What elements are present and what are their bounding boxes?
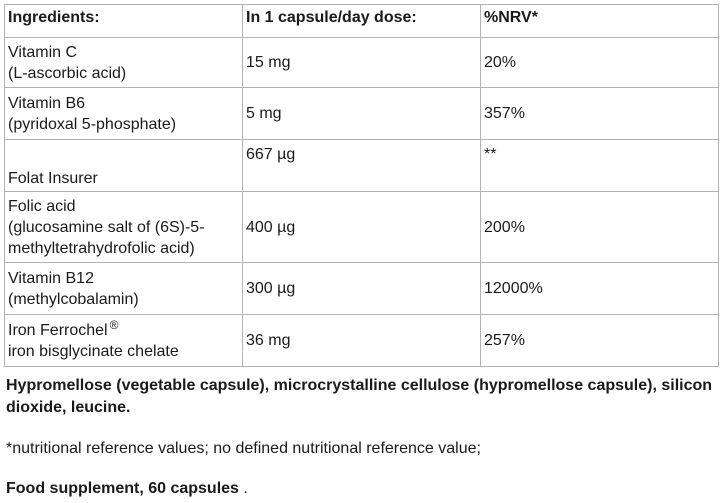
ingredient-cell: [5, 140, 243, 192]
nrv-value: **: [484, 146, 497, 163]
product-suffix: .: [238, 480, 248, 497]
ingredient-cell: [5, 38, 243, 88]
ingredients-table: [4, 4, 719, 367]
nrv-cell: 200%: [481, 192, 719, 263]
nrv-cell: [481, 140, 719, 192]
table-row-folic-acid: [5, 192, 719, 263]
dose-cell: 400 µg: [243, 192, 481, 263]
nrv-cell: 12000%: [481, 263, 719, 315]
ingredient-cell: [5, 263, 243, 315]
header-ingredients: Ingredients:: [5, 5, 243, 38]
table-row-vitamin-b6: [5, 88, 719, 140]
table-header-row: [5, 5, 719, 38]
ingredient-cell: [5, 88, 243, 140]
dose-cell: [243, 140, 481, 192]
header-nrv: %NRV*: [481, 5, 719, 38]
ingredient-name: Vitamin C: [8, 43, 78, 61]
ingredient-name: Vitamin B6: [8, 94, 86, 112]
registered-mark: ®: [109, 317, 119, 332]
header-dose: In 1 capsule/day dose:: [243, 5, 481, 38]
ingredient-name: Vitamin B12: [8, 269, 94, 287]
ingredient-name: Folat Insurer: [8, 170, 98, 187]
ingredient-name-line: [8, 317, 242, 341]
ingredient-detail: (glucosamine salt of (6S)-5-: [8, 218, 205, 236]
nrv-cell: 357%: [481, 88, 719, 140]
dose-cell: 300 µg: [243, 263, 481, 315]
nrv-footnote: *nutritional reference values; no defined nutritional reference value;: [6, 440, 481, 457]
product-label: Food supplement, 60 capsules: [6, 480, 239, 497]
dose-cell: 5 mg: [243, 88, 481, 140]
excipients-text: Hypromellose (vegetable capsule), microcrystalline cellulose (hypromellose capsule), silicon dioxide, leucine.: [6, 377, 713, 416]
ingredient-name: Iron Ferrochel: [8, 321, 108, 339]
nrv-cell: 20%: [481, 38, 719, 88]
table-row-iron: [5, 315, 719, 367]
ingredient-name: Folic acid: [8, 197, 76, 215]
ingredient-detail: (methylcobalamin): [8, 290, 139, 308]
ingredient-cell: [5, 315, 243, 367]
product-description: [6, 478, 722, 500]
dose-cell: 36 mg: [243, 315, 481, 367]
dose-cell: 15 mg: [243, 38, 481, 88]
ingredient-detail: iron bisglycinate chelate: [8, 342, 179, 360]
table-row-folat-insurer: [5, 140, 719, 192]
table-row-vitamin-c: [5, 38, 719, 88]
ingredient-cell: [5, 192, 243, 263]
ingredient-detail: (pyridoxal 5-phosphate): [8, 115, 177, 133]
dose-value: 667 µg: [246, 146, 296, 163]
ingredient-detail-cont: methyltetrahydrofolic acid): [8, 239, 195, 257]
ingredient-detail: (L-ascorbic acid): [8, 64, 127, 82]
table-row-vitamin-b12: [5, 263, 719, 315]
nrv-cell: 257%: [481, 315, 719, 367]
